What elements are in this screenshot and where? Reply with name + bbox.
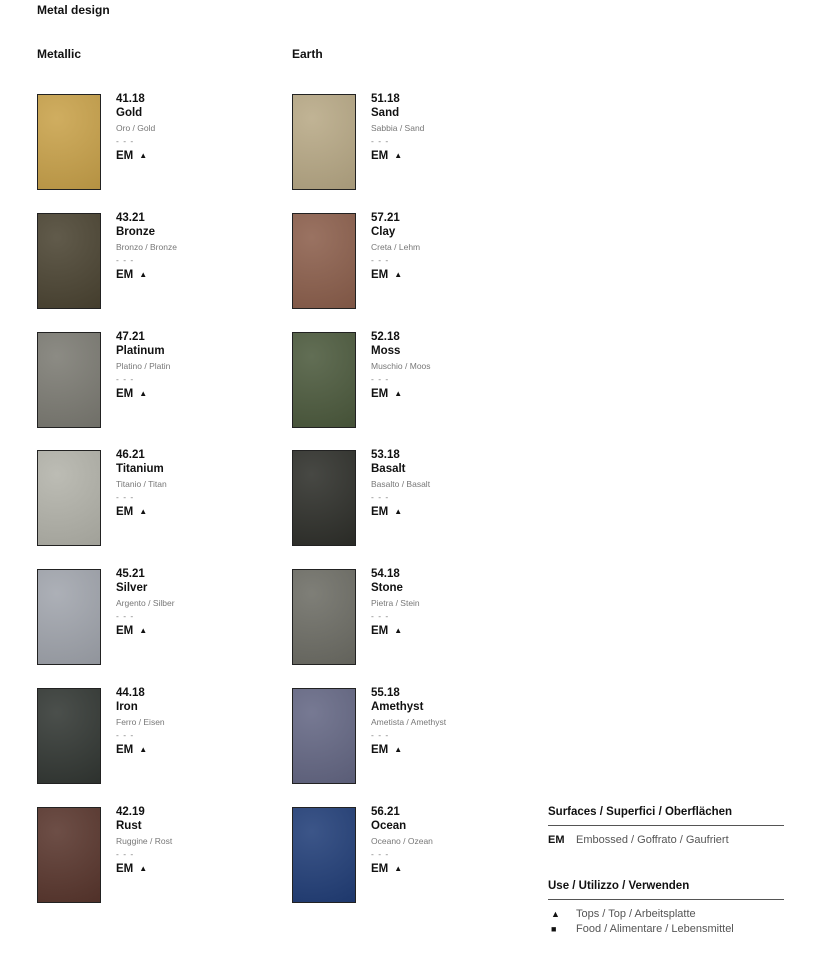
color-swatch [292, 688, 356, 784]
surface-label: EM [371, 150, 389, 162]
finish-name: Ocean [371, 820, 407, 832]
use-title: Use / Utilizzo / Verwenden [548, 880, 784, 900]
surface-label: EM [371, 625, 389, 637]
swatch-info [116, 448, 276, 520]
surface-code [371, 861, 531, 877]
surface-label: EM [371, 388, 389, 400]
surface-code [371, 267, 531, 283]
surface-label: EM [371, 863, 389, 875]
finish-translation: Platino / Platin [116, 361, 171, 371]
swatch-info [116, 92, 276, 164]
finish-name: Titanium [116, 463, 164, 475]
use-legend [548, 880, 784, 936]
dash-separator: - - - [116, 730, 135, 740]
surface-code [116, 861, 276, 877]
color-swatch [37, 450, 101, 546]
dash-separator: - - - [116, 136, 135, 146]
finish-code: 44.18 [116, 687, 145, 699]
dash-separator: - - - [116, 492, 135, 502]
finish-code: 57.21 [371, 212, 400, 224]
triangle-icon: ▲ [394, 389, 403, 398]
finish-translation: Ferro / Eisen [116, 717, 165, 727]
color-swatch [292, 450, 356, 546]
finish-name: Rust [116, 820, 142, 832]
surface-text: Embossed / Goffrato / Gaufriert [576, 834, 729, 846]
surface-label: EM [116, 625, 134, 637]
finish-translation: Oceano / Ozean [371, 836, 433, 846]
use-text: Tops / Top / Arbeitsplatte [576, 908, 696, 920]
dash-separator: - - - [371, 492, 390, 502]
swatch-info [371, 448, 531, 520]
surface-code [116, 267, 276, 283]
dash-separator: - - - [371, 611, 390, 621]
finish-code: 54.18 [371, 568, 400, 580]
page-title: Metal design [37, 3, 110, 17]
triangle-icon: ▲ [139, 626, 148, 635]
triangle-icon: ▲ [551, 909, 560, 919]
finish-code: 43.21 [116, 212, 145, 224]
surfaces-legend [548, 806, 784, 847]
finish-translation: Oro / Gold [116, 123, 156, 133]
surface-label: EM [116, 388, 134, 400]
finish-name: Stone [371, 582, 403, 594]
finish-name: Platinum [116, 345, 165, 357]
finish-code: 56.21 [371, 806, 400, 818]
use-text: Food / Alimentare / Lebensmittel [576, 923, 734, 935]
swatch-info [371, 211, 531, 283]
finish-name: Amethyst [371, 701, 424, 713]
swatch-info [116, 211, 276, 283]
finish-translation: Creta / Lehm [371, 242, 421, 252]
finish-translation: Sabbia / Sand [371, 123, 425, 133]
finish-name: Moss [371, 345, 401, 357]
color-swatch [37, 569, 101, 665]
surface-code [371, 742, 531, 758]
swatch-info [371, 330, 531, 402]
finish-code: 52.18 [371, 331, 400, 343]
finish-translation: Muschio / Moos [371, 361, 431, 371]
finish-translation: Ruggine / Rost [116, 836, 173, 846]
surface-code [116, 504, 276, 520]
surface-code [371, 148, 531, 164]
finish-name: Clay [371, 226, 396, 238]
dash-separator: - - - [371, 255, 390, 265]
triangle-icon: ▲ [394, 864, 403, 873]
finish-translation: Titanio / Titan [116, 479, 167, 489]
use-row-tops [548, 907, 784, 921]
finish-code: 51.18 [371, 93, 400, 105]
finish-code: 53.18 [371, 449, 400, 461]
surface-label: EM [116, 506, 134, 518]
dash-separator: - - - [371, 136, 390, 146]
dash-separator: - - - [116, 374, 135, 384]
finish-name: Silver [116, 582, 148, 594]
finish-name: Gold [116, 107, 143, 119]
triangle-icon: ▲ [139, 507, 148, 516]
finish-translation: Ametista / Amethyst [371, 717, 447, 727]
finish-code: 42.19 [116, 806, 145, 818]
color-swatch [292, 569, 356, 665]
triangle-icon: ▲ [139, 864, 148, 873]
dash-separator: - - - [371, 374, 390, 384]
dash-separator: - - - [116, 849, 135, 859]
dash-separator: - - - [116, 255, 135, 265]
finish-code: 45.21 [116, 568, 145, 580]
triangle-icon: ▲ [394, 507, 403, 516]
square-icon: ■ [551, 924, 557, 934]
swatch-info [371, 92, 531, 164]
dash-separator: - - - [371, 849, 390, 859]
swatch-info [371, 805, 531, 877]
surface-code [371, 504, 531, 520]
surface-label: EM [116, 863, 134, 875]
surface-code [116, 623, 276, 639]
surface-code [116, 742, 276, 758]
surface-label: EM [371, 269, 389, 281]
color-swatch [292, 332, 356, 428]
surface-code [371, 623, 531, 639]
finish-name: Bronze [116, 226, 155, 238]
dash-separator: - - - [371, 730, 390, 740]
color-swatch [37, 332, 101, 428]
swatch-info [116, 567, 276, 639]
swatch-info [116, 805, 276, 877]
dash-separator: - - - [116, 611, 135, 621]
color-swatch [292, 807, 356, 903]
triangle-icon: ▲ [139, 151, 148, 160]
triangle-icon: ▲ [139, 270, 148, 279]
swatch-info [371, 567, 531, 639]
swatch-info [116, 686, 276, 758]
surface-code [116, 148, 276, 164]
color-swatch [37, 213, 101, 309]
finish-translation: Pietra / Stein [371, 598, 420, 608]
finish-code: 47.21 [116, 331, 145, 343]
finish-code: 41.18 [116, 93, 145, 105]
column-title: Metallic [37, 47, 82, 61]
surface-key: EM [548, 834, 565, 846]
finish-translation: Basalto / Basalt [371, 479, 431, 489]
triangle-icon: ▲ [394, 151, 403, 160]
color-swatch [37, 688, 101, 784]
triangle-icon: ▲ [139, 389, 148, 398]
swatch-info [371, 686, 531, 758]
finish-name: Iron [116, 701, 138, 713]
triangle-icon: ▲ [394, 626, 403, 635]
surface-label: EM [116, 269, 134, 281]
finish-name: Basalt [371, 463, 406, 475]
finish-code: 46.21 [116, 449, 145, 461]
color-swatch [292, 213, 356, 309]
finish-translation: Argento / Silber [116, 598, 175, 608]
finish-code: 55.18 [371, 687, 400, 699]
surfaces-title: Surfaces / Superfici / Oberflächen [548, 806, 784, 826]
surface-label: EM [371, 506, 389, 518]
triangle-icon: ▲ [394, 745, 403, 754]
surface-label: EM [116, 744, 134, 756]
surface-label: EM [116, 150, 134, 162]
color-swatch [37, 94, 101, 190]
color-swatch [37, 807, 101, 903]
surface-code [116, 386, 276, 402]
surface-code [371, 386, 531, 402]
color-swatch [292, 94, 356, 190]
swatch-info [116, 330, 276, 402]
surface-label: EM [371, 744, 389, 756]
triangle-icon: ▲ [394, 270, 403, 279]
triangle-icon: ▲ [139, 745, 148, 754]
finish-name: Sand [371, 107, 400, 119]
use-row-food [548, 922, 784, 936]
surface-row [548, 833, 784, 847]
finish-translation: Bronzo / Bronze [116, 242, 177, 252]
column-title: Earth [292, 47, 323, 61]
